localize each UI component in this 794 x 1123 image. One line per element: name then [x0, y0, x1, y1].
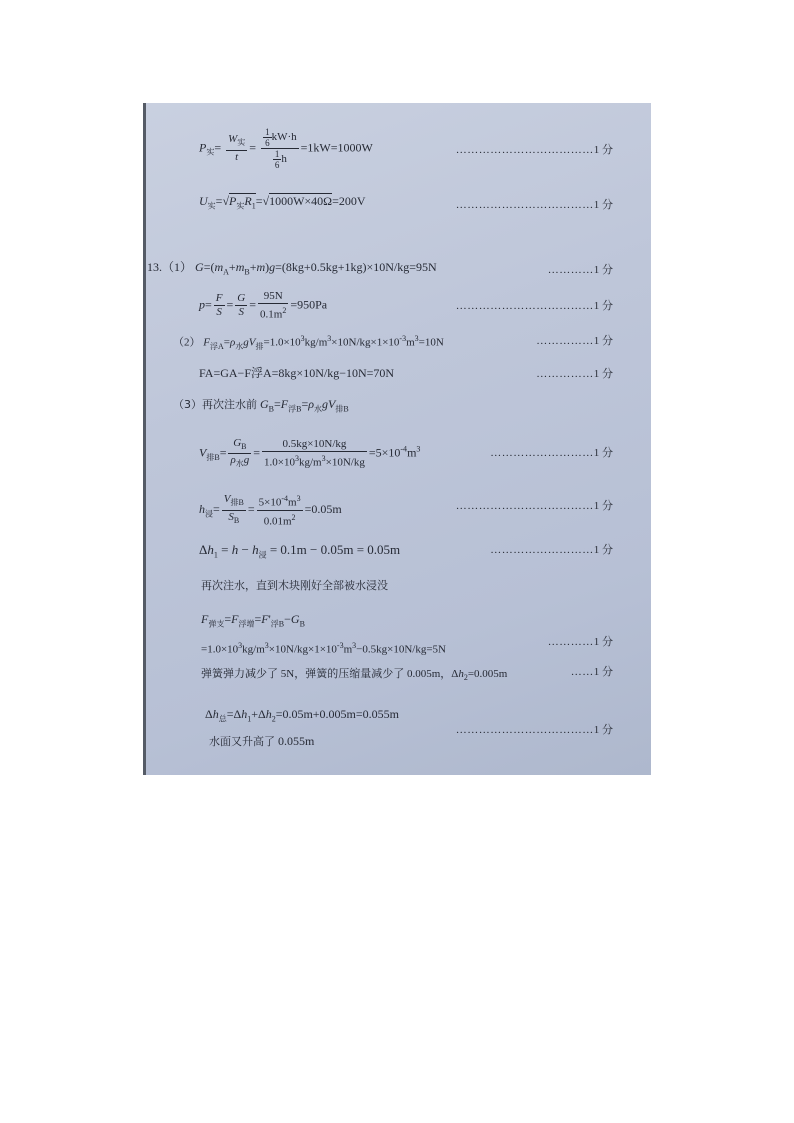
- formula-delta-h1: $\Delta h_1 = h - h_浸 = 0.1m - 0.05m = 0.05m$: [199, 542, 401, 560]
- score-line-5: ……………1 分: [536, 335, 613, 347]
- score-line-9: ………………………………1 分: [455, 500, 613, 512]
- score-line-1: ………………………………1 分: [455, 144, 613, 156]
- answer-sheet-photo: [143, 103, 651, 775]
- score-line-10: ………………………1 分: [490, 544, 613, 556]
- formula-delta-h-total: $\Delta h_总=\Delta h_1+\Delta h_2=0.05m+0.005m=0.055m$: [205, 707, 399, 724]
- formula-pressure: p= $\frac{F}{S}$ = $\frac{G}{S}$ = $\frac{95N}{0.1m^2}$ =950Pa: [199, 290, 328, 321]
- formula-v-displaced-b: $V_{排B}=$ $\frac{G_B}{\rho_水g}$ = $\frac{0.5kg\times 10N/kg}{1.0\times 10^3kg/m^3\times 10N/kg}$ $=5\times 10^{-4}m^3$: [199, 437, 421, 469]
- formula-p-actual: $P_实=$ $\frac{W_实}{t}$ = $\frac{1}{6}$ kW·h $\frac{1}{6}$ h =1kW=1000W: [199, 127, 373, 170]
- formula-force-a: FA=GA−F浮A=8kg×10N/kg−10N=70N: [199, 366, 395, 380]
- formula-spring-force: $F_{弹支}=F_{浮增}=F'_{浮B}-G_B$: [201, 612, 305, 629]
- formula-gravity: 13.（1） $G=(m_A+m_B+m)g=(8kg+0.5kg+1kg)\times 10N/kg=95N$: [147, 260, 437, 277]
- formula-spring-value: $=1.0\times 10^3kg/m^3\times 10N/kg\times 1\times 10^{-3}m^3-0.5kg\times 10N/kg=5N$: [201, 641, 446, 656]
- score-line-13: …………1 分: [547, 636, 613, 648]
- formula-gb-before: （3）再次注水前 $G_B=F_{浮B}=\rho_水gV_{排B}$: [173, 397, 349, 414]
- text-spring-change: 弹簧弹力减少了 5N，弹簧的压缩量减少了 0.005m，$\Delta h_2=0.005m$: [201, 667, 508, 683]
- score-line-8: ………………………1 分: [490, 447, 613, 459]
- score-line-14: ……1 分: [570, 666, 613, 678]
- formula-buoyancy-a: （2） $F_{浮A}=\rho_水gV_排=1.0\times 10^3kg/m^3\times 10N/kg\times 1\times 10^{-3}m^3=10N$: [173, 334, 444, 351]
- score-line-6: ……………1 分: [536, 368, 613, 380]
- text-add-water: 再次注水，直到木块刚好全部被水浸没: [201, 579, 388, 592]
- formula-u-actual: $U_实=√P_实R_1=√1000W\times 40\Omega=200V$: [199, 194, 366, 211]
- score-line-4: ………………………………1 分: [455, 300, 613, 312]
- formula-h-immersed: $h_浸=$ $\frac{V_{排B}}{S_B}$ = $\frac{5\times 10^{-4}m^3}{0.01m^2}$ =0.05m: [199, 493, 342, 528]
- score-line-3: …………1 分: [547, 264, 613, 276]
- score-line-2: ………………………………1 分: [455, 199, 613, 211]
- text-water-rises: 水面又升高了 0.055m: [209, 734, 315, 748]
- score-line-15: ………………………………1 分: [455, 724, 613, 736]
